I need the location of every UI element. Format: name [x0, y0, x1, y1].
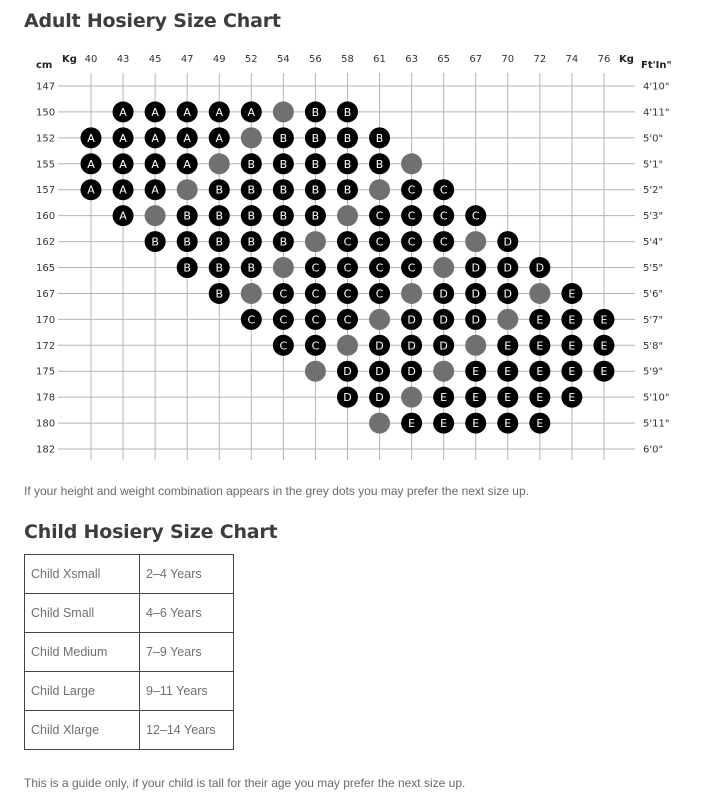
height-cm-label: 162	[36, 237, 56, 249]
height-ftin-label: 5'9"	[643, 366, 664, 378]
size-dot-label: B	[311, 131, 320, 145]
height-ftin-label: 4'10"	[643, 81, 670, 93]
size-dot-label: E	[504, 339, 512, 353]
size-dot-label: C	[343, 235, 352, 249]
height-ftin-label: 5'8"	[643, 340, 664, 352]
child-age-cell: 2–4 Years	[140, 555, 234, 594]
child-table-row	[25, 711, 234, 750]
size-dot-label: E	[536, 313, 544, 327]
height-ftin-label: 5'1"	[643, 159, 664, 171]
size-dot-label: C	[375, 261, 384, 275]
size-dot-label: C	[407, 183, 416, 197]
weight-tick-label: 65	[437, 54, 451, 65]
size-dot-grey	[273, 101, 294, 122]
size-dot-label: E	[568, 313, 576, 327]
size-dot-label: B	[215, 183, 224, 197]
size-dot-label: A	[87, 157, 95, 171]
size-dot-label: B	[279, 157, 288, 171]
size-dot-label: E	[600, 339, 608, 353]
size-dot-label: D	[471, 313, 480, 327]
size-dot-label: C	[439, 209, 448, 223]
child-table-row	[25, 594, 234, 633]
height-cm-label: 180	[36, 418, 56, 430]
child-size-cell: Child Small	[25, 594, 140, 633]
child-size-table	[24, 554, 234, 750]
size-dot-label: C	[247, 313, 256, 327]
size-dot-label: E	[440, 391, 448, 405]
size-dot-label: C	[375, 209, 384, 223]
size-dot-label: B	[247, 235, 256, 249]
weight-tick-label: 67	[469, 54, 483, 65]
size-dot-grey	[145, 205, 166, 226]
size-dot-label: E	[472, 391, 480, 405]
height-cm-label: 150	[36, 107, 56, 119]
size-dot-label: B	[247, 183, 256, 197]
size-dot-label: C	[439, 235, 448, 249]
size-dot-grey	[465, 231, 486, 252]
size-dot-label: E	[536, 365, 544, 379]
size-dot-label: A	[183, 131, 191, 145]
size-dot-label: B	[279, 209, 288, 223]
size-dot-label: B	[311, 209, 320, 223]
size-dot-grey	[497, 309, 518, 330]
size-dot-label: B	[343, 183, 352, 197]
adult-chart-title: Adult Hosiery Size Chart	[24, 10, 281, 32]
size-dot-label: C	[407, 209, 416, 223]
size-dot-grey	[369, 309, 390, 330]
size-dot-label: C	[279, 287, 288, 301]
size-dot-label: A	[87, 131, 95, 145]
size-dot-label: C	[471, 209, 480, 223]
size-dot-label: B	[247, 261, 256, 275]
size-dot-label: D	[407, 313, 416, 327]
size-dot-label: B	[183, 209, 191, 223]
size-dot-grey	[337, 335, 358, 356]
weight-tick-label: 40	[84, 54, 98, 65]
height-cm-label: 160	[36, 211, 56, 223]
size-dot-label: E	[536, 417, 544, 431]
size-dot-label: B	[215, 235, 224, 249]
axis-unit-kg-right: Kg	[619, 54, 634, 65]
size-dot-label: C	[279, 339, 288, 353]
weight-tick-label: 63	[405, 54, 418, 65]
size-dot-label: D	[375, 391, 384, 405]
height-ftin-label: 4'11"	[643, 107, 670, 119]
size-dot-grey	[273, 257, 294, 278]
child-size-cell: Child Xsmall	[25, 555, 140, 594]
size-dot-label: B	[343, 105, 352, 119]
child-age-cell: 12–14 Years	[140, 711, 234, 750]
size-dot-grey	[177, 179, 198, 200]
size-dot-label: E	[600, 365, 608, 379]
axis-unit-cm: cm	[36, 60, 53, 71]
child-table-row	[25, 672, 234, 711]
size-dot-label: A	[183, 157, 191, 171]
size-dot-label: E	[504, 391, 512, 405]
size-dot-label: A	[119, 157, 127, 171]
size-dot-label: B	[311, 157, 320, 171]
size-dot-grey	[369, 179, 390, 200]
size-dot-label: D	[471, 287, 480, 301]
size-dot-label: B	[215, 287, 224, 301]
child-size-cell: Child Xlarge	[25, 711, 140, 750]
size-dot-grey	[369, 413, 390, 434]
size-dot-grey	[209, 153, 230, 174]
size-dot-label: A	[119, 183, 127, 197]
child-chart-note: This is a guide only, if your child is tall for their age you may prefer the next size up.	[24, 776, 466, 790]
size-dot-label: B	[279, 131, 288, 145]
height-cm-label: 152	[36, 133, 56, 145]
size-dot-label: D	[535, 261, 545, 275]
weight-tick-label: 74	[565, 54, 579, 65]
child-age-cell: 9–11 Years	[140, 672, 234, 711]
child-age-cell: 7–9 Years	[140, 633, 234, 672]
size-dot-label: B	[247, 209, 256, 223]
height-cm-label: 175	[36, 366, 56, 378]
size-dot-label: B	[215, 261, 224, 275]
size-dot-label: A	[151, 157, 159, 171]
size-dot-label: D	[439, 339, 448, 353]
size-dot-label: A	[151, 183, 159, 197]
size-dot-label: D	[343, 365, 352, 379]
size-dot-label: B	[183, 235, 191, 249]
height-ftin-label: 5'11"	[643, 418, 670, 430]
weight-tick-label: 56	[309, 54, 322, 65]
size-dot-grey	[401, 387, 422, 408]
weight-tick-label: 54	[276, 54, 290, 65]
size-dot-label: C	[311, 287, 320, 301]
size-dot-label: C	[439, 183, 448, 197]
size-dot-label: E	[568, 287, 576, 301]
size-dot-label: C	[279, 313, 288, 327]
height-cm-label: 182	[36, 444, 56, 456]
height-cm-label: 165	[36, 263, 56, 275]
size-dot-label: E	[536, 339, 544, 353]
weight-tick-label: 72	[533, 54, 547, 65]
size-dot-label: B	[247, 157, 256, 171]
size-dot-label: A	[215, 131, 224, 145]
child-age-cell: 4–6 Years	[140, 594, 234, 633]
size-dot-label: B	[279, 235, 288, 249]
size-dot-label: A	[119, 209, 127, 223]
size-dot-label: E	[536, 391, 544, 405]
size-dot-label: E	[600, 313, 608, 327]
height-cm-label: 167	[36, 288, 56, 300]
size-dot-label: C	[407, 261, 416, 275]
height-ftin-label: 6'0"	[643, 444, 664, 456]
size-dot-label: B	[183, 261, 191, 275]
size-dot-label: D	[375, 339, 384, 353]
size-dot-label: A	[215, 105, 224, 119]
size-dot-label: E	[568, 391, 576, 405]
height-ftin-label: 5'2"	[643, 185, 664, 197]
child-table-row	[25, 633, 234, 672]
size-dot-label: C	[343, 313, 352, 327]
size-dot-grey	[401, 283, 422, 304]
height-ftin-label: 5'5"	[643, 263, 664, 275]
size-dot-label: D	[471, 261, 480, 275]
size-dot-label: E	[472, 365, 480, 379]
height-ftin-label: 5'7"	[643, 314, 664, 326]
size-dot-label: D	[343, 391, 352, 405]
size-dot-label: C	[375, 235, 384, 249]
size-dot-label: A	[119, 131, 127, 145]
size-dot-label: A	[151, 105, 159, 119]
size-dot-grey	[529, 283, 550, 304]
size-dot-label: B	[311, 105, 320, 119]
size-dot-grey	[465, 335, 486, 356]
height-cm-label: 155	[36, 159, 56, 171]
size-dot-label: D	[503, 261, 513, 275]
size-dot-label: C	[311, 313, 320, 327]
size-dot-label: A	[119, 105, 127, 119]
size-dot-label: C	[311, 339, 320, 353]
size-dot-grey	[337, 205, 358, 226]
size-dot-label: D	[503, 235, 513, 249]
child-size-cell: Child Large	[25, 672, 140, 711]
size-dot-label: B	[375, 157, 384, 171]
size-dot-label: A	[183, 105, 191, 119]
size-dot-label: C	[311, 261, 320, 275]
height-cm-label: 170	[36, 314, 56, 326]
weight-tick-label: 58	[341, 54, 354, 65]
size-dot-label: A	[151, 131, 159, 145]
size-dot-label: C	[343, 287, 352, 301]
size-dot-label: D	[375, 365, 384, 379]
size-dot-grey	[241, 127, 262, 148]
size-dot-label: E	[440, 417, 448, 431]
size-dot-label: B	[279, 183, 288, 197]
height-cm-label: 157	[36, 185, 56, 197]
size-dot-label: E	[472, 417, 480, 431]
weight-tick-label: 47	[180, 54, 194, 65]
size-dot-label: E	[568, 339, 576, 353]
child-table-row	[25, 555, 234, 594]
weight-tick-label: 52	[244, 54, 258, 65]
height-cm-label: 172	[36, 340, 56, 352]
height-ftin-label: 5'0"	[643, 133, 664, 145]
axis-unit-kg-left: Kg	[62, 54, 77, 65]
height-ftin-label: 5'6"	[643, 288, 664, 300]
size-dot-grey	[241, 283, 262, 304]
size-dot-label: B	[343, 157, 352, 171]
size-dot-label: D	[439, 287, 448, 301]
height-cm-label: 178	[36, 392, 56, 404]
size-dot-label: D	[407, 365, 416, 379]
size-dot-label: B	[151, 235, 159, 249]
size-dot-label: B	[215, 209, 224, 223]
size-dot-label: E	[504, 365, 512, 379]
size-dot-label: C	[343, 261, 352, 275]
size-dot-label: B	[375, 131, 384, 145]
size-dot-label: C	[375, 287, 384, 301]
size-dot-label: E	[568, 365, 576, 379]
size-dot-label: E	[504, 417, 512, 431]
size-dot-label: D	[439, 313, 448, 327]
height-ftin-label: 5'10"	[643, 392, 670, 404]
child-chart-title: Child Hosiery Size Chart	[24, 521, 278, 543]
weight-tick-label: 76	[597, 54, 611, 65]
weight-tick-label: 70	[501, 54, 515, 65]
size-dot-grey	[305, 231, 326, 252]
size-dot-label: B	[311, 183, 320, 197]
height-ftin-label: 5'4"	[643, 237, 664, 249]
axis-unit-ftin: Ft'In"	[641, 60, 672, 71]
size-dot-grey	[305, 361, 326, 382]
adult-chart-note: If your height and weight combination appears in the grey dots you may prefer the next size up.	[24, 484, 529, 498]
adult-size-chart	[0, 40, 700, 470]
size-dot-label: B	[343, 131, 352, 145]
weight-tick-label: 49	[212, 54, 226, 65]
size-dot-grey	[433, 257, 454, 278]
size-dot-label: A	[247, 105, 256, 119]
height-ftin-label: 5'3"	[643, 211, 664, 223]
size-dot-label: A	[87, 183, 95, 197]
weight-tick-label: 61	[373, 54, 386, 65]
height-cm-label: 147	[36, 81, 56, 93]
child-size-cell: Child Medium	[25, 633, 140, 672]
weight-tick-label: 45	[148, 54, 162, 65]
size-dot-grey	[401, 153, 422, 174]
size-dot-grey	[433, 361, 454, 382]
size-dot-label: C	[407, 235, 416, 249]
size-dot-label: D	[503, 287, 513, 301]
size-dot-label: D	[407, 339, 416, 353]
size-dot-label: E	[408, 417, 416, 431]
weight-tick-label: 43	[116, 54, 130, 65]
